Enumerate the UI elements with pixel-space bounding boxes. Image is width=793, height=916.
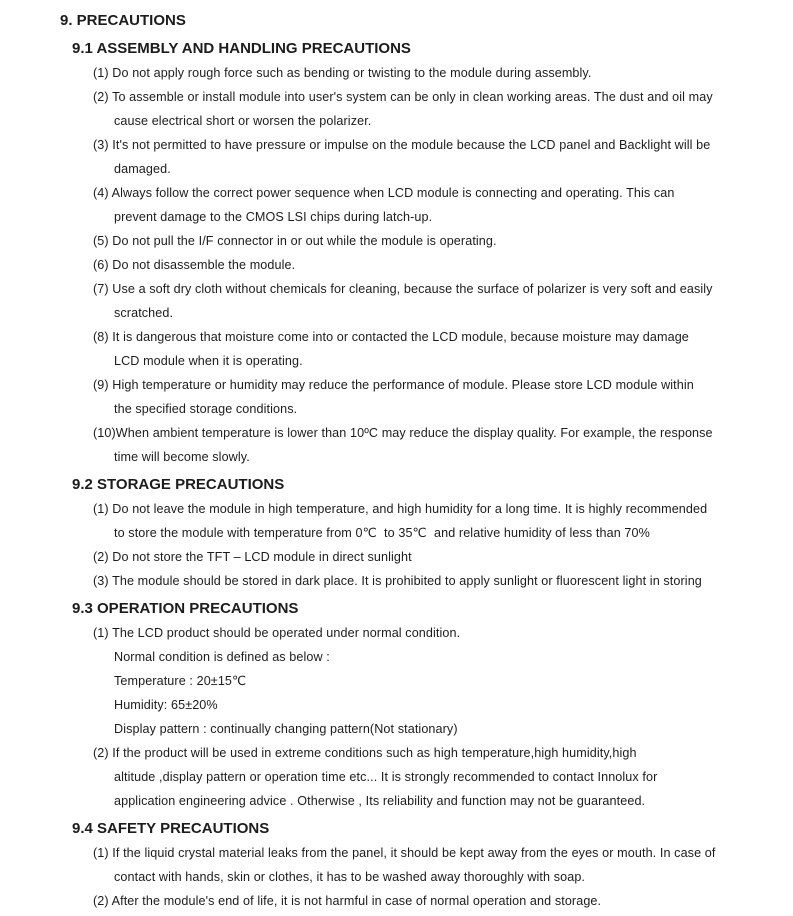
item-continuation-line: time will become slowly. (114, 450, 250, 464)
section-heading-4: 9.4 SAFETY PRECAUTIONS (72, 820, 270, 837)
item-continuation-line: the specified storage conditions. (114, 402, 298, 416)
item-continuation-line: scratched. (114, 306, 174, 320)
item-first-line: (7) Use a soft dry cloth without chemicals for cleaning, because the surface of polarizer is very soft and easily (93, 282, 713, 296)
item-first-line: (3) The module should be stored in dark place. It is prohibited to apply sunlight or fluorescent light in storing (93, 574, 702, 588)
section-heading-3: 9.3 OPERATION PRECAUTIONS (72, 600, 299, 617)
item-continuation-line: application engineering advice . Otherwise , Its reliability and function may not be guaranteed. (114, 794, 646, 808)
item-first-line: (2) Do not store the TFT – LCD module in direct sunlight (93, 550, 412, 564)
item-continuation-line: Normal condition is defined as below : (114, 650, 330, 664)
page-title: 9. PRECAUTIONS (60, 12, 186, 29)
section-heading-1: 9.1 ASSEMBLY AND HANDLING PRECAUTIONS (72, 40, 411, 57)
item-first-line: (2) If the product will be used in extreme conditions such as high temperature,high humidity,high (93, 746, 637, 760)
item-first-line: (1) If the liquid crystal material leaks from the panel, it should be kept away from the eyes or mouth. In case of (93, 846, 716, 860)
item-continuation-line: to store the module with temperature from 0℃ to 35℃ and relative humidity of less than 70% (114, 526, 650, 540)
item-continuation-line: cause electrical short or worsen the polarizer. (114, 114, 372, 128)
item-continuation-line: LCD module when it is operating. (114, 354, 303, 368)
item-first-line: (8) It is dangerous that moisture come into or contacted the LCD module, because moisture may damage (93, 330, 689, 344)
sections-container (0, 37, 793, 913)
item-first-line: (5) Do not pull the I/F connector in or out while the module is operating. (93, 234, 497, 248)
item-continuation-line: Temperature : 20±15℃ (114, 674, 247, 688)
section-heading-2: 9.2 STORAGE PRECAUTIONS (72, 476, 285, 493)
item-first-line: (1) Do not apply rough force such as bending or twisting to the module during assembly. (93, 66, 592, 80)
item-continuation-line: Display pattern : continually changing pattern(Not stationary) (114, 722, 458, 736)
item-continuation-line: prevent damage to the CMOS LSI chips during latch-up. (114, 210, 433, 224)
item-continuation-line: Humidity: 65±20% (114, 698, 218, 712)
item-continuation-line: contact with hands, skin or clothes, it has to be washed away thoroughly with soap. (114, 870, 586, 884)
item-first-line: (2) After the module's end of life, it is not harmful in case of normal operation and storage. (93, 894, 602, 908)
item-continuation-line: altitude ,display pattern or operation time etc... It is strongly recommended to contact Innolux for (114, 770, 658, 784)
item-first-line: (10)When ambient temperature is lower than 10ºC may reduce the display quality. For example, the response (93, 426, 713, 440)
item-continuation-line: damaged. (114, 162, 171, 176)
item-first-line: (6) Do not disassemble the module. (93, 258, 296, 272)
item-first-line: (1) The LCD product should be operated under normal condition. (93, 626, 461, 640)
item-first-line: (3) It's not permitted to have pressure or impulse on the module because the LCD panel and Backlight will be (93, 138, 711, 152)
item-first-line: (9) High temperature or humidity may reduce the performance of module. Please store LCD module within (93, 378, 694, 392)
item-first-line: (4) Always follow the correct power sequence when LCD module is connecting and operating. This can (93, 186, 675, 200)
item-first-line: (1) Do not leave the module in high temperature, and high humidity for a long time. It is highly recommended (93, 502, 708, 516)
item-first-line: (2) To assemble or install module into user's system can be only in clean working areas. The dust and oil may (93, 90, 713, 104)
